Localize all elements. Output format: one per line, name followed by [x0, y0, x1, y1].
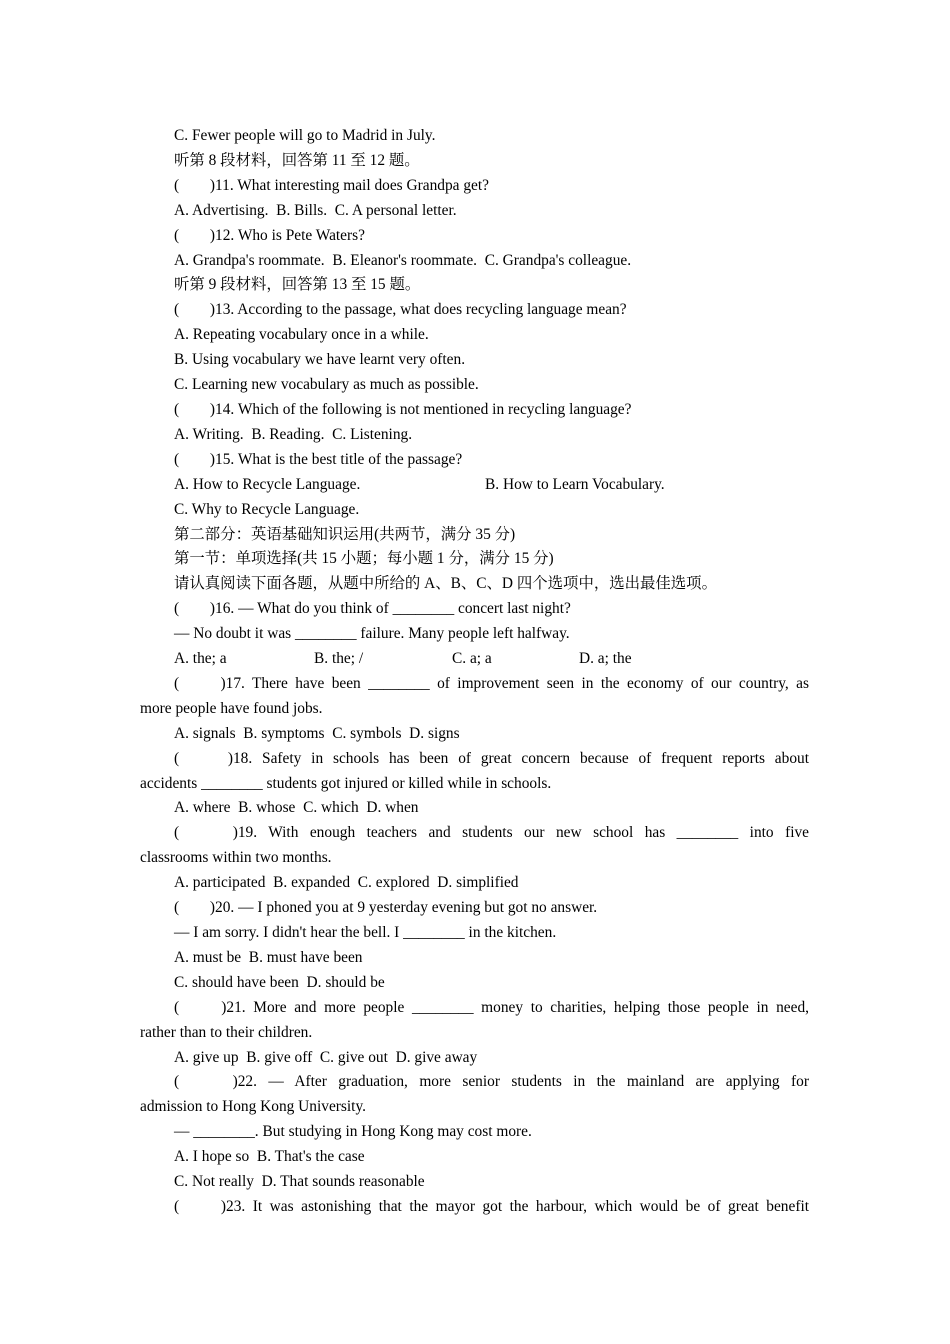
question-13-option-a: A. Repeating vocabulary once in a while. — [174, 326, 429, 344]
question-17-options: A. signals B. symptoms C. symbols D. signs — [174, 724, 460, 742]
question-19: ( )19. With enough teachers and students our new school has ________ into five — [174, 824, 809, 842]
question-22: ( )22. — After graduation, more senior students in the mainland are applying for — [174, 1073, 809, 1091]
question-15: ( )15. What is the best title of the passage? — [174, 450, 463, 468]
question-18-continued: accidents ________ students got injured or killed while in schools. — [140, 774, 552, 792]
question-14: ( )14. Which of the following is not mentioned in recycling language? — [174, 400, 632, 418]
question-15-option-c: C. Why to Recycle Language. — [174, 500, 360, 518]
question-18-options: A. where B. whose C. which D. when — [174, 799, 419, 817]
question-16: ( )16. — What do you think of ________ concert last night? — [174, 600, 571, 618]
question-21: ( )21. More and more people ________ money to charities, helping those people in need, — [174, 998, 809, 1016]
question-12: ( )12. Who is Pete Waters? — [174, 226, 365, 244]
question-11-options: A. Advertising. B. Bills. C. A personal letter. — [174, 201, 457, 219]
question-20: ( )20. — I phoned you at 9 yesterday evening but got no answer. — [174, 899, 598, 917]
document-page — [140, 124, 809, 1220]
question-22-response: — ________. But studying in Hong Kong may cost more. — [174, 1123, 532, 1141]
section-heading: 第二部分：英语基础知识运用(共两节，满分 35 分) — [174, 525, 516, 543]
question-16-option-a: A. the; a — [174, 650, 227, 668]
listening-instruction: 听第 8 段材料，回答第 11 至 12 题。 — [174, 151, 420, 169]
question-16-option-c: C. a; a — [452, 650, 492, 668]
question-15-option-b: B. How to Learn Vocabulary. — [485, 475, 665, 493]
section-instruction: 请认真阅读下面各题，从题中所给的 A、B、C、D 四个选项中，选出最佳选项。 — [174, 575, 717, 593]
question-16-option-b: B. the; / — [314, 650, 364, 668]
question-14-options: A. Writing. B. Reading. C. Listening. — [174, 425, 413, 443]
question-23: ( )23. It was astonishing that the mayor got the harbour, which would be of great benefit — [174, 1197, 809, 1215]
question-18: ( )18. Safety in schools has been of great concern because of frequent reports about — [174, 749, 809, 767]
question-20-options-cd: C. should have been D. should be — [174, 973, 385, 991]
question-17: ( )17. There have been ________ of improvement seen in the economy of our country, as — [174, 674, 809, 692]
question-19-continued: classrooms within two months. — [140, 849, 332, 867]
question-20-response: — I am sorry. I didn't hear the bell. I ________ in the kitchen. — [174, 924, 557, 941]
question-17-continued: more people have found jobs. — [140, 699, 323, 717]
listening-instruction: 听第 9 段材料，回答第 13 至 15 题。 — [174, 276, 421, 294]
question-22-options-cd: C. Not really D. That sounds reasonable — [174, 1173, 425, 1191]
question-22-options-ab: A. I hope so B. That's the case — [174, 1148, 365, 1166]
question-21-options: A. give up B. give off C. give out D. give away — [174, 1048, 478, 1066]
option-line: C. Fewer people will go to Madrid in July. — [174, 127, 436, 144]
question-16-options-row — [140, 647, 809, 672]
question-15-options-row — [140, 473, 809, 498]
question-20-options-ab: A. must be B. must have been — [174, 948, 363, 966]
question-21-continued: rather than to their children. — [140, 1023, 313, 1041]
subsection-heading: 第一节：单项选择(共 15 小题；每小题 1 分，满分 15 分) — [174, 550, 554, 568]
question-12-options: A. Grandpa's roommate. B. Eleanor's roommate. C. Grandpa's colleague. — [174, 251, 632, 269]
question-13-option-b: B. Using vocabulary we have learnt very often. — [174, 351, 466, 369]
question-15-option-a: A. How to Recycle Language. — [174, 475, 361, 493]
question-16-response: — No doubt it was ________ failure. Many people left halfway. — [174, 625, 570, 643]
question-13-option-c: C. Learning new vocabulary as much as possible. — [174, 376, 479, 394]
question-16-option-d: D. a; the — [579, 650, 632, 668]
question-11: ( )11. What interesting mail does Grandpa get? — [174, 176, 489, 194]
question-13: ( )13. According to the passage, what does recycling language mean? — [174, 301, 627, 319]
question-19-options: A. participated B. expanded C. explored D. simplified — [174, 874, 519, 892]
question-22-continued: admission to Hong Kong University. — [140, 1098, 367, 1116]
